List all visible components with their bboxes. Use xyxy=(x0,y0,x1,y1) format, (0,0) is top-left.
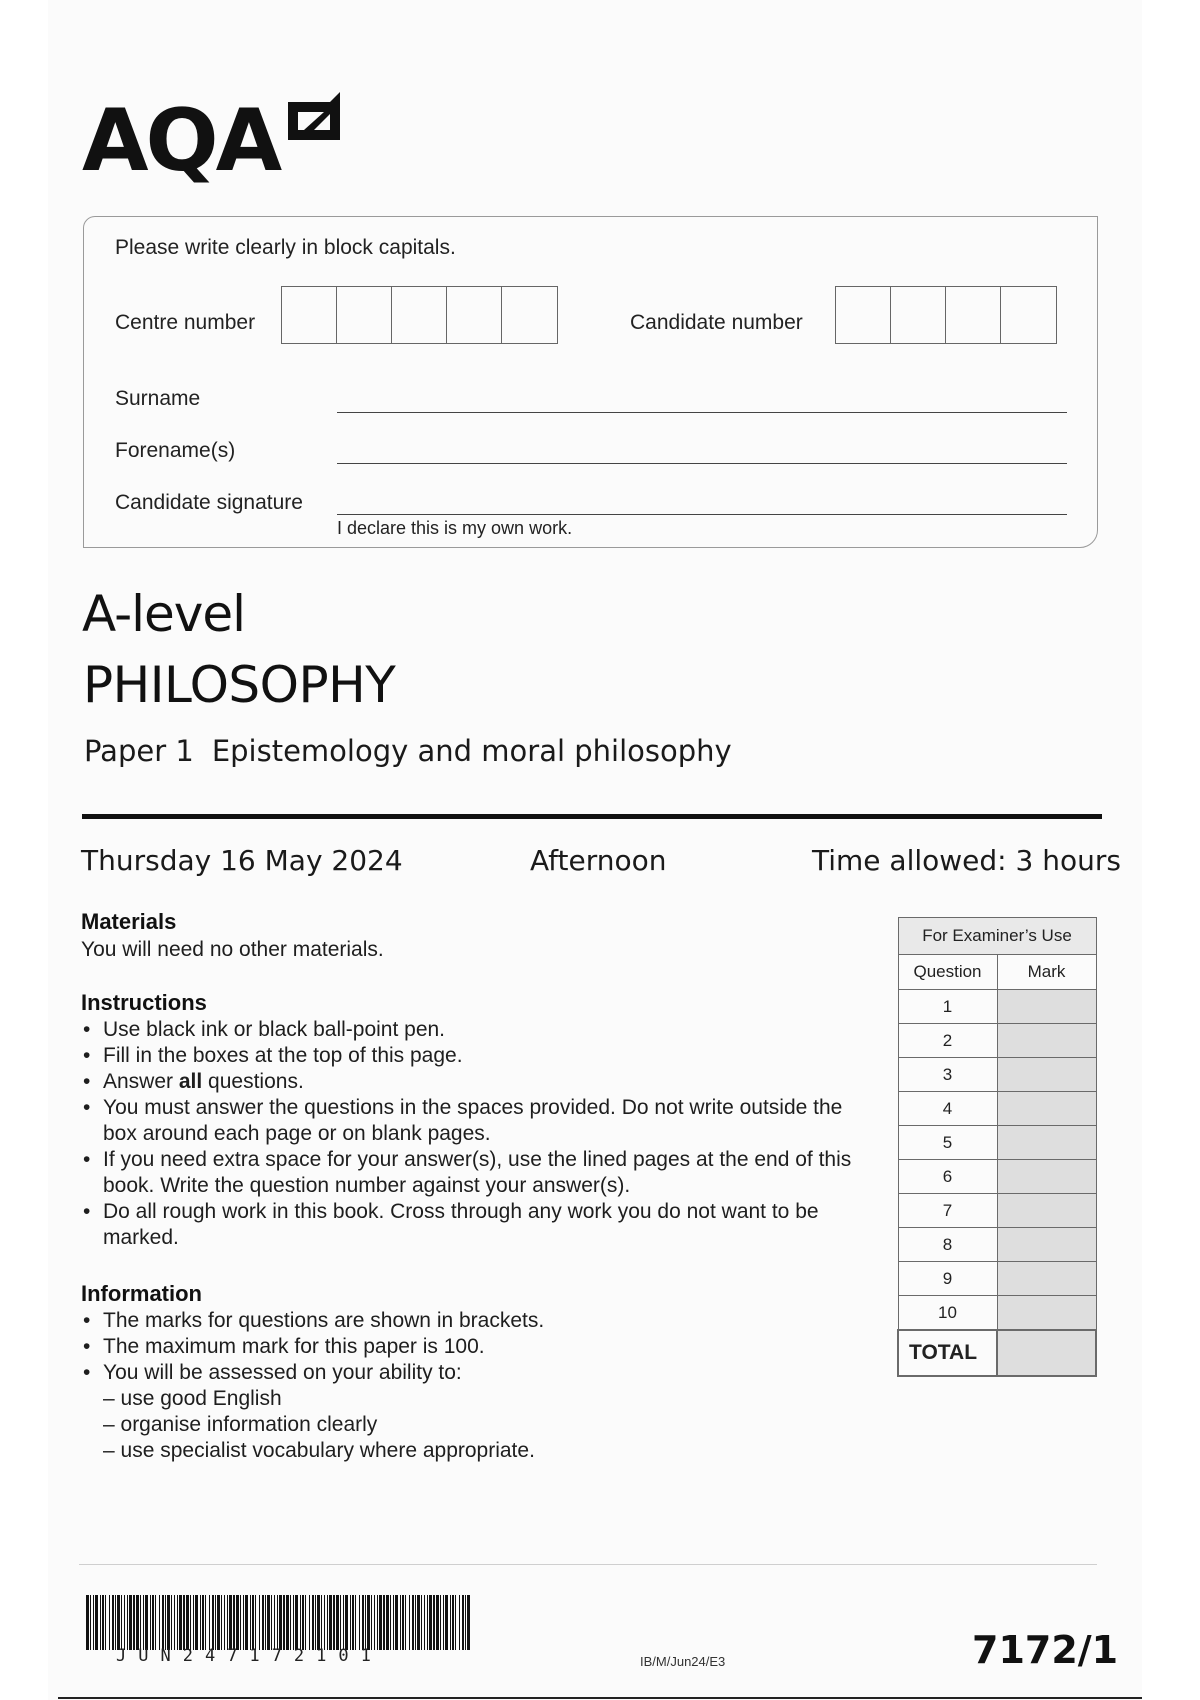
instruction-item: • Use black ink or black ball-point pen. xyxy=(81,1017,871,1043)
examiner-table-row xyxy=(898,1296,1096,1331)
instruction-item: • Do all rough work in this book. Cross through any work you do not want to be marked. xyxy=(81,1199,871,1251)
total-row xyxy=(898,1330,1096,1376)
information-item: • The maximum mark for this paper is 100. xyxy=(81,1334,871,1360)
question-number-cell: 6 xyxy=(898,1160,997,1194)
candidate-number-digit-box[interactable] xyxy=(1001,287,1056,343)
information-heading: Information xyxy=(81,1281,202,1306)
paper-code: 7172/1 xyxy=(972,1628,1119,1672)
centre-number-digit-box[interactable] xyxy=(282,287,337,343)
centre-number-label: Centre number xyxy=(115,311,256,334)
question-number-cell: 8 xyxy=(898,1228,997,1262)
examiner-table-row xyxy=(898,1126,1096,1160)
footer-divider xyxy=(79,1564,1097,1565)
mark-cell[interactable] xyxy=(997,1262,1096,1296)
information-list xyxy=(81,1308,871,1386)
question-number-cell: 3 xyxy=(898,1058,997,1092)
question-number-cell: 9 xyxy=(898,1262,997,1296)
total-mark-cell[interactable] xyxy=(997,1330,1096,1376)
materials-text: You will need no other materials. xyxy=(81,938,384,961)
exam-date: Thursday 16 May 2024 xyxy=(81,844,403,877)
materials-heading: Materials xyxy=(81,909,177,934)
centre-number-digit-box[interactable] xyxy=(392,287,447,343)
question-number-cell: 4 xyxy=(898,1092,997,1126)
question-number-cell: 2 xyxy=(898,1024,997,1058)
question-number-cell: 7 xyxy=(898,1194,997,1228)
mark-cell[interactable] xyxy=(997,1296,1096,1331)
total-label: TOTAL xyxy=(898,1330,997,1376)
candidate-number-digit-box[interactable] xyxy=(946,287,1001,343)
examiner-table-title: For Examiner’s Use xyxy=(898,918,1096,955)
examiner-table-row xyxy=(898,1024,1096,1058)
examiner-table-row xyxy=(898,1228,1096,1262)
mark-cell[interactable] xyxy=(997,1126,1096,1160)
centre-number-digit-box[interactable] xyxy=(502,287,557,343)
exam-session: Afternoon xyxy=(530,844,667,877)
paper-number: Paper 1 xyxy=(84,734,194,768)
examiner-table-row xyxy=(898,1092,1096,1126)
barcode-digits: JUN247172101 xyxy=(116,1646,383,1666)
block-capitals-instruction: Please write clearly in block capitals. xyxy=(115,236,456,259)
instruction-item-answer-all: • Answer all questions. xyxy=(81,1069,871,1095)
examiner-table-row xyxy=(898,1262,1096,1296)
mark-cell[interactable] xyxy=(997,1092,1096,1126)
examiner-use-table xyxy=(897,917,1097,1377)
examiner-table-row xyxy=(898,990,1096,1024)
centre-number-digit-box[interactable] xyxy=(337,287,392,343)
mark-cell[interactable] xyxy=(997,1228,1096,1262)
forenames-label: Forename(s) xyxy=(115,439,236,462)
centre-number-boxes[interactable] xyxy=(281,286,558,344)
centre-number-digit-box[interactable] xyxy=(447,287,502,343)
paper-name: Epistemology and moral philosophy xyxy=(211,734,732,768)
forenames-line[interactable] xyxy=(337,463,1067,464)
examiner-table-row xyxy=(898,1160,1096,1194)
mark-cell[interactable] xyxy=(997,1160,1096,1194)
assessment-criterion: – use good English xyxy=(103,1387,282,1410)
question-number-cell: 5 xyxy=(898,1126,997,1160)
barcode-image xyxy=(86,1595,472,1650)
mark-cell[interactable] xyxy=(997,1024,1096,1058)
instructions-heading: Instructions xyxy=(81,990,207,1015)
page-bottom-rule xyxy=(58,1697,1142,1699)
question-column-header: Question xyxy=(898,955,997,990)
instructions-list xyxy=(81,1017,871,1251)
examiner-table-row xyxy=(898,1058,1096,1092)
declaration-text: I declare this is my own work. xyxy=(337,518,573,538)
instruction-item: • If you need extra space for your answer(s), use the lined pages at the end of this book. Write the question number against your answer(s). xyxy=(81,1147,871,1199)
candidate-number-digit-box[interactable] xyxy=(891,287,946,343)
signature-label: Candidate signature xyxy=(115,491,303,514)
paper-reference: IB/M/Jun24/E3 xyxy=(640,1654,726,1669)
signature-line[interactable] xyxy=(337,514,1067,515)
assessment-criteria-list xyxy=(81,1386,871,1464)
instruction-item: • Fill in the boxes at the top of this page. xyxy=(81,1043,871,1069)
candidate-number-label: Candidate number xyxy=(630,311,803,334)
candidate-number-digit-box[interactable] xyxy=(836,287,891,343)
aqa-logo-text: AQA xyxy=(82,91,280,191)
aqa-logo-mark-icon xyxy=(284,90,342,148)
surname-label: Surname xyxy=(115,387,201,410)
information-item: • You will be assessed on your ability to: xyxy=(81,1360,871,1386)
question-number-cell: 10 xyxy=(898,1296,997,1331)
mark-column-header: Mark xyxy=(997,955,1096,990)
instruction-item: • You must answer the questions in the spaces provided. Do not write outside the box around each page or on blank pages. xyxy=(81,1095,871,1147)
time-allowed: Time allowed: 3 hours xyxy=(812,844,1121,877)
paper-title xyxy=(84,734,732,768)
qualification-level: A-level xyxy=(82,585,246,643)
assessment-criterion: – organise information clearly xyxy=(103,1413,378,1436)
mark-cell[interactable] xyxy=(997,1058,1096,1092)
mark-cell[interactable] xyxy=(997,990,1096,1024)
assessment-criterion: – use specialist vocabulary where appropriate. xyxy=(103,1439,535,1462)
surname-line[interactable] xyxy=(337,412,1067,413)
candidate-number-boxes[interactable] xyxy=(835,286,1057,344)
examiner-table-row xyxy=(898,1194,1096,1228)
information-item: • The marks for questions are shown in brackets. xyxy=(81,1308,871,1334)
divider-rule xyxy=(82,814,1102,819)
subject-title: PHILOSOPHY xyxy=(83,656,396,714)
mark-cell[interactable] xyxy=(997,1194,1096,1228)
question-number-cell: 1 xyxy=(898,990,997,1024)
